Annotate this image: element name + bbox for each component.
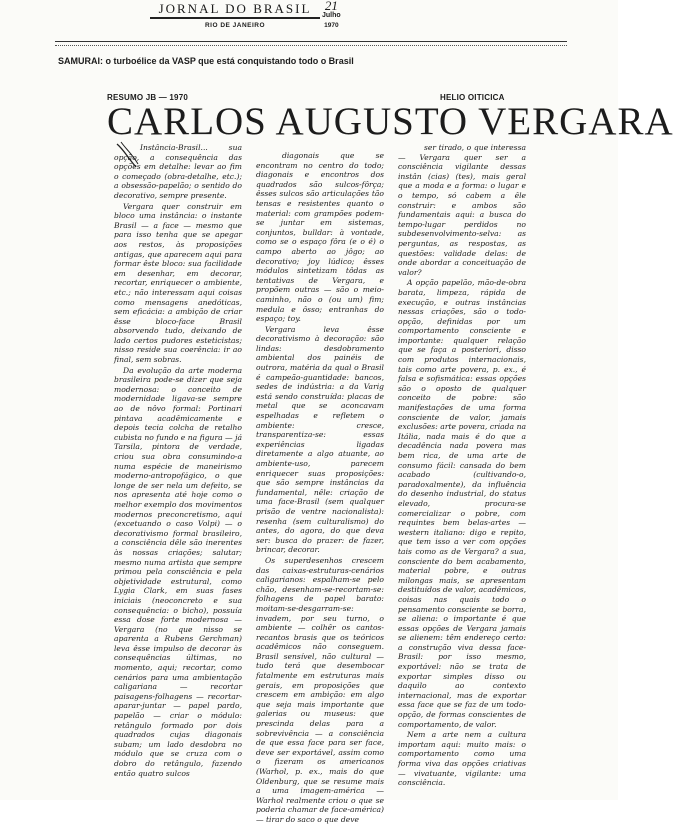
paragraph: Vergara quer construir em bloco uma instância: o instante Brasil — a face — mesmo que para isso tenha que se apegar aos restos, às proposições antigas, que aparecem aqui para formar êste bloco: sua facilidade em desenhar, em decorar, recortar, enriquecer o ambiente, etc.; não interessam aqui coisas como mensagens anedóticas, sem eficácia: a ambição de criar êsse bloco-face Brasil absorvendo tudo, deixando de lado certos pudores esteticistas; nisso reside sua coerência: ir ao final, sem sobras. [114,201,242,365]
section-label: RESUMO JB — 1970 [107,93,189,102]
dotted-rule [55,45,567,46]
paragraph: Instância-Brasil... sua opção, a consequência das opções em detalhe: levar ao fim o começado (obra-detalhe, etc.); a obsessão-papelão; o sentido do decorativo, sempre presente. [114,143,242,200]
paragraph: diagonais que se encontram no centro do todo; diagonais e encontros dos quadrados são sulcos-fôrça; êsses sulcos são articulações tão tensas e resistentes quanto o material: com grampões podem-se juntar em sistemas, conjuntos, bulldar: à vontade, como se o espaço fôra (e o é) o campo aberto ao jôgo; ao decorativo; joy lúdico; êsses módulos sintetizam tôdas as tentativas de Vergara, e propõem outras — são o meio-caminho, não o (ou um) fim; medula e ôsso; entranhas do espaço; toy. [256,151,384,324]
masthead-city: RIO DE JANEIRO [204,22,266,29]
date-year: 1970 [324,22,339,29]
masthead-rule [55,41,567,42]
paragraph: Vergara leva êsse decorativismo à decoração: são lindas: desdobramento ambiental dos painéis de outrora, matéria da qual o Brasil é campeão-guantidade: bancos, sedes de indústria: a da Varig está sendo construída: placas de metal que se aconcavam espelhadas e refletem o ambiente: cresce, transparentiza-se: essas experiências ligadas diretamente a algo atuante, ao ambiente-uso, parecem enriquecer suas proposições: que são sempre instâncias da fundamental, nêle: criação de uma face-Brasil (sem qualquer prisão de ventre nacionalista): resenha (sem culturalismo) do antes, do agora, do que deva ser: busca do prazer: de fazer, brincar, decorar. [256,324,384,555]
paragraph: Nem a arte nem a cultura importam aqui: muito mais: o comportamento como uma forma viva das opções criativas — vivatuante, vigilante: uma consciência. [398,730,526,788]
banner-headline: SAMURAI: o turboélice da VASP que está conquistando todo o Brasil [58,56,354,66]
newspaper-masthead [150,2,320,29]
article-title: CARLOS AUGUSTO VERGARA [107,100,674,143]
paragraph: Da evolução da arte moderna brasileira pode-se dizer que seja modernosa: o conceito de modernidade ligava-se sempre ao de nôvo formal: Portinari pintava acadêmicamente e depois tecia colcha de retalho cubista no fundo e na figura — já Tarsila, pintora de verdade, criou sua obra consumindo-a numa espécie de maneirismo moderno-antropofágico, o que longe de ser nela um defeito, se nos apresenta até hoje como o melhor exemplo dos movimentos modernos preconcretismo, aqui (excetuando o caso Volpi) — o decorativismo formal brasileiro, a consciência dêle são inerentes às nossas criações; salutar; mesmo numa artista que sempre primou pela consciência e pela objetividade estrutural, como Lygia Clark, em suas fases iniciais (neoconcreto e sua consequência: o bicho), possuía essa dose forte modernosa — Vergara (no que nisso se aparenta a Rubens Gerchman) leva êsse impulso de decorar às consequências últimas, no momento, aqui; recortar, como cenários para uma ambientação caligariana — recortar paisagens-folhagens — recortar-aparar-juntar — papel pardo, papelão — criar o módulo: retângulo formado por dois quadrados cujas diagonais subam; um lado desdobra no módulo que se cruza com o dobro do retângulo, fazendo então quatro sulcos [114,365,242,778]
text-column-3 [398,143,526,788]
paragraph: Os superdesenhos crescem das caixas-estruturas-cenários caligarianos: espalham-se pelo chão, desenham-se-recortam-se: folhagens de papel barato: moitam-se-desgarram-se: invadem, por seu turno, o ambiente — colhêr os cantos-recantos brasis que os teóricos acadêmicos não conseguem. Brasil sensível, não cultural — tudo terá que desembocar fatalmente em estruturas mais gerais, em proposições que crescem em ambição: em algo que seja mais importante que galerias ou museus: que prescinda delas para a sobrevivência — a consciência de que essa face para ser face, deve ser exportável, assim como o fizeram os americanos (Warhol, p. ex., mais do que Oldenburg, que se resume mais a uma imagem-américa — Warhol realmente criou o que se poderia chamar de face-américa) — tirar do saco o que deve [256,555,384,824]
date-month: Julho [322,12,341,19]
newspaper-name: JORNAL DO BRASIL [150,2,320,19]
paragraph: A opção papelão, mão-de-obra barata, limpeza, rápida de execução, e outras instâncias nessas criações, são o todo-opção, definidas por um comportamento consciente e importante: qualquer relação que se faça a posteriori, disso com produtos internacionais, tais como arte povera, p. ex., é falsa e sofismática: essas opções são o oposto de qualquer conceito de pobre: são manifestações de uma forma consciente de valor, jamais exclusões: arte povera, criada na Itália, nada mais é do que a decadência nada povera mas bem rica, de uma arte de consumo fácil: cansada do bem acabado (cultivando-o, paradoxalmente), da influência do desenho industrial, do status elevado, procura-se comercializar o pobre, com requintes bem belas-artes — western italiano: digo e repito, que tem isso a ver com opções tais como as de Vergara? a sua, consciente do bem acabamento, material pobre, e outras milongas mais, se apresentam destituídos de valor, acadêmicos, coisas nas quais todo o pensamento consciente se borra, se aliena: o importante é que essas opções de Vergara jamais se alienem: têm endereço certo: a construção viva dessa face-Brasil: por isso mesmo, exportável: não se trata de exportar simples disso ou daquilo ao contexto internacional, mas de exportar essa face que se faz de um todo-opção, de formas conscientes de comportamento, de valor. [398,278,526,729]
author-byline: HELIO OITICICA [440,93,505,102]
masthead-date [322,0,341,29]
paragraph: ser tirado, o que interessa — Vergara quer ser a consciência vigilante dessas instân (cias) (tes), mais geral que a moda e a forma: o lugar e o tempo, só cabem a êle construir: e ambos são fundamentais aqui: a busca do tempo-lugar perdidos no subdesenvolvimento-selva: as perguntas, as respostas, as questões: validade delas: de onde abordar a conceituação de valor? [398,143,526,277]
text-column-1 [114,143,242,778]
text-column-2 [256,151,384,824]
date-day: 21 [324,0,338,13]
